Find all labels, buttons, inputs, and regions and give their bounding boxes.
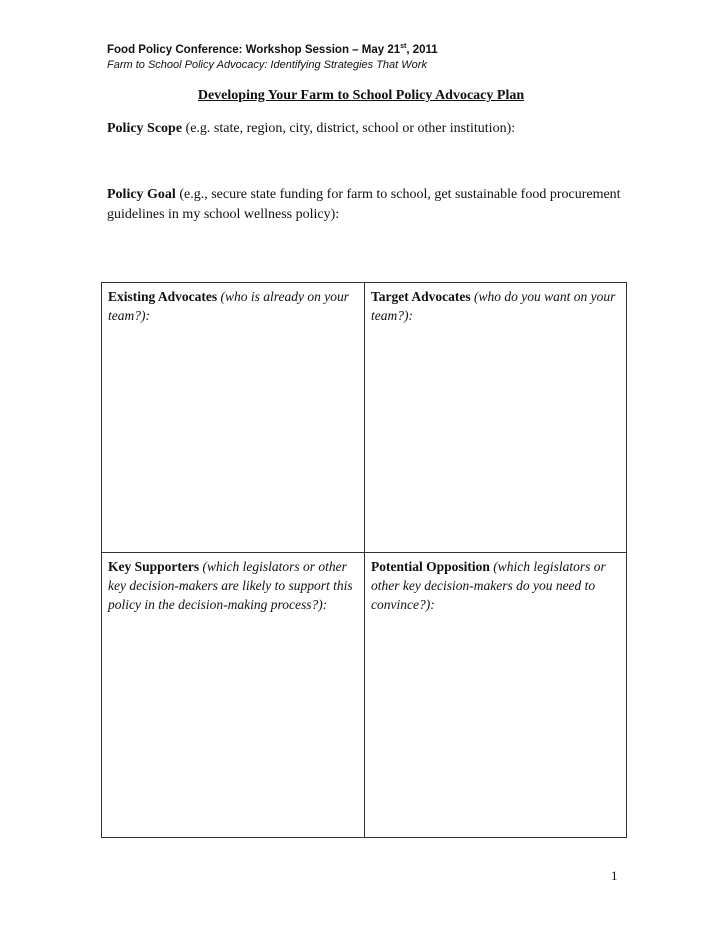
potential-opposition-label: Potential Opposition [371,559,490,574]
policy-scope-prompt [107,119,627,139]
header-line1-prefix: Food Policy Conference: Workshop Session – May 21 [107,44,401,56]
key-supporters-description: (which legislators or other key decision-makers are likely to support this policy in the decision-making process?): [108,559,353,612]
policy-scope-description: (e.g. state, region, city, district, school or other institution): [182,121,516,136]
policy-goal-prompt [107,185,627,225]
key-supporters-label: Key Supporters [108,559,200,574]
target-advocates-cell[interactable] [365,283,626,553]
existing-advocates-label: Existing Advocates [108,289,218,304]
page-number: 1 [611,868,618,883]
page-header [107,43,627,73]
existing-advocates-cell[interactable] [102,283,365,553]
target-advocates-label: Target Advocates [371,289,471,304]
header-line1-sup: st [400,43,407,51]
key-supporters-cell[interactable] [102,553,365,837]
potential-opposition-description: (which legislators or other key decision-makers do you need to convince?): [371,559,606,612]
existing-advocates-description: (who is already on your team?): [108,289,350,323]
target-advocates-description: (who do you want on your team?): [371,289,616,323]
document-title [0,87,728,105]
document-title-text: Developing Your Farm to School Policy Advocacy Plan [197,88,525,103]
policy-goal-description: (e.g., secure state funding for farm to school, get sustainable food procurement guidelines in my school wellness policy): [107,187,621,222]
header-session-line: Farm to School Policy Advocacy: Identifying Strategies That Work [107,59,427,71]
advocacy-table [101,282,627,838]
potential-opposition-cell[interactable] [365,553,626,837]
policy-goal-label: Policy Goal [107,187,176,202]
policy-scope-label: Policy Scope [107,121,183,136]
header-line1-suffix: , 2011 [406,44,438,56]
header-conference-line [107,43,627,58]
